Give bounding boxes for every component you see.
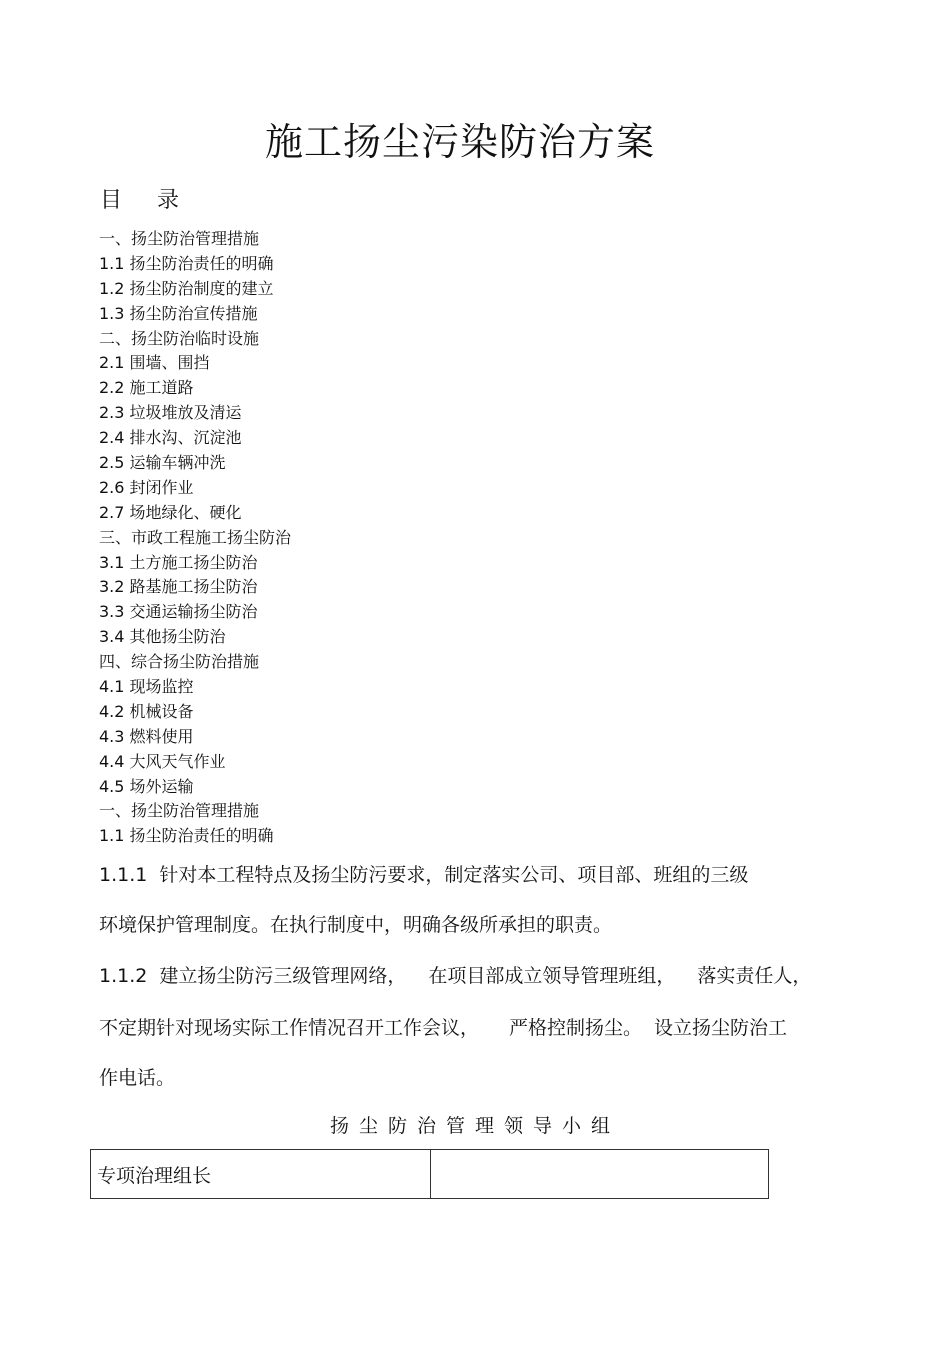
toc-item: 2.7 场地绿化、硬化 xyxy=(99,502,242,522)
paragraph-1-1-1-line-2 xyxy=(99,910,844,937)
toc-item: 2.5 运输车辆冲洗 xyxy=(99,453,226,473)
toc-item: 4.5 场外运输 xyxy=(99,776,194,796)
clause-number: 1.1.2 xyxy=(99,965,148,987)
clause-text: 设立扬尘防治工 xyxy=(654,1017,788,1039)
leadership-group-table xyxy=(90,1149,769,1199)
toc-item: 1.2 扬尘防治制度的建立 xyxy=(99,278,274,298)
toc-item: 三、市政工程施工扬尘防治 xyxy=(99,527,292,547)
clause-text: 在项目部成立领导管理班组， xyxy=(428,965,676,987)
toc-item: 1.1 扬尘防治责任的明确 xyxy=(99,253,274,273)
toc-item: 4.3 燃料使用 xyxy=(99,726,194,746)
clause-text: 作电话。 xyxy=(99,1067,176,1089)
paragraph-1-1-2-line-1 xyxy=(99,961,844,988)
section-heading: 一、扬尘防治管理措施 xyxy=(99,801,260,821)
toc-item: 2.1 围墙、围挡 xyxy=(99,353,210,373)
toc-item: 2.3 垃圾堆放及清运 xyxy=(99,403,242,423)
clause-number: 1.1.1 xyxy=(99,864,148,886)
toc-item: 3.2 路基施工扬尘防治 xyxy=(99,577,258,597)
toc-item: 1.3 扬尘防治宣传措施 xyxy=(99,303,258,323)
paragraph-1-1-2-line-3 xyxy=(99,1063,844,1090)
toc-item: 2.2 施工道路 xyxy=(99,378,194,398)
table-row xyxy=(91,1150,769,1199)
clause-text: 环境保护管理制度。在执行制度中，明确各级所承担的职责。 xyxy=(99,914,613,936)
subsection-heading: 1.1 扬尘防治责任的明确 xyxy=(99,826,274,846)
page-title: 施工扬尘污染防治方案 xyxy=(264,120,655,164)
toc-item: 3.3 交通运输扬尘防治 xyxy=(99,602,258,622)
toc-item: 二、扬尘防治临时设施 xyxy=(99,328,260,348)
clause-text: 落实责任人， xyxy=(697,965,812,987)
toc-item: 2.6 封闭作业 xyxy=(99,477,194,497)
toc-item: 3.1 土方施工扬尘防治 xyxy=(99,552,258,572)
toc-item: 2.4 排水沟、沉淀池 xyxy=(99,428,242,448)
toc-item: 4.4 大风天气作业 xyxy=(99,751,226,771)
toc-heading: 目 录 xyxy=(100,188,193,213)
clause-text: 不定期针对现场实际工作情况召开工作会议， xyxy=(99,1017,480,1039)
clause-text: 针对本工程特点及扬尘防污要求，制定落实公司、项目部、班组的三级 xyxy=(159,864,749,886)
toc-item: 3.4 其他扬尘防治 xyxy=(99,627,226,647)
table-caption: 扬尘防治管理领导小组 xyxy=(329,1115,620,1137)
toc-item: 四、综合扬尘防治措施 xyxy=(99,652,260,672)
toc-item: 一、扬尘防治管理措施 xyxy=(99,229,260,248)
toc-item: 4.1 现场监控 xyxy=(99,677,194,697)
paragraph-1-1-1-line-1 xyxy=(99,860,844,887)
table-cell-role: 专项治理组长 xyxy=(91,1150,431,1199)
clause-text: 建立扬尘防污三级管理网络， xyxy=(159,965,407,987)
table-cell-name xyxy=(431,1150,769,1199)
paragraph-1-1-2-line-2 xyxy=(99,1013,844,1040)
clause-text: 严格控制扬尘。 xyxy=(509,1017,643,1039)
toc-item: 4.2 机械设备 xyxy=(99,701,194,721)
table-of-contents xyxy=(99,227,291,849)
